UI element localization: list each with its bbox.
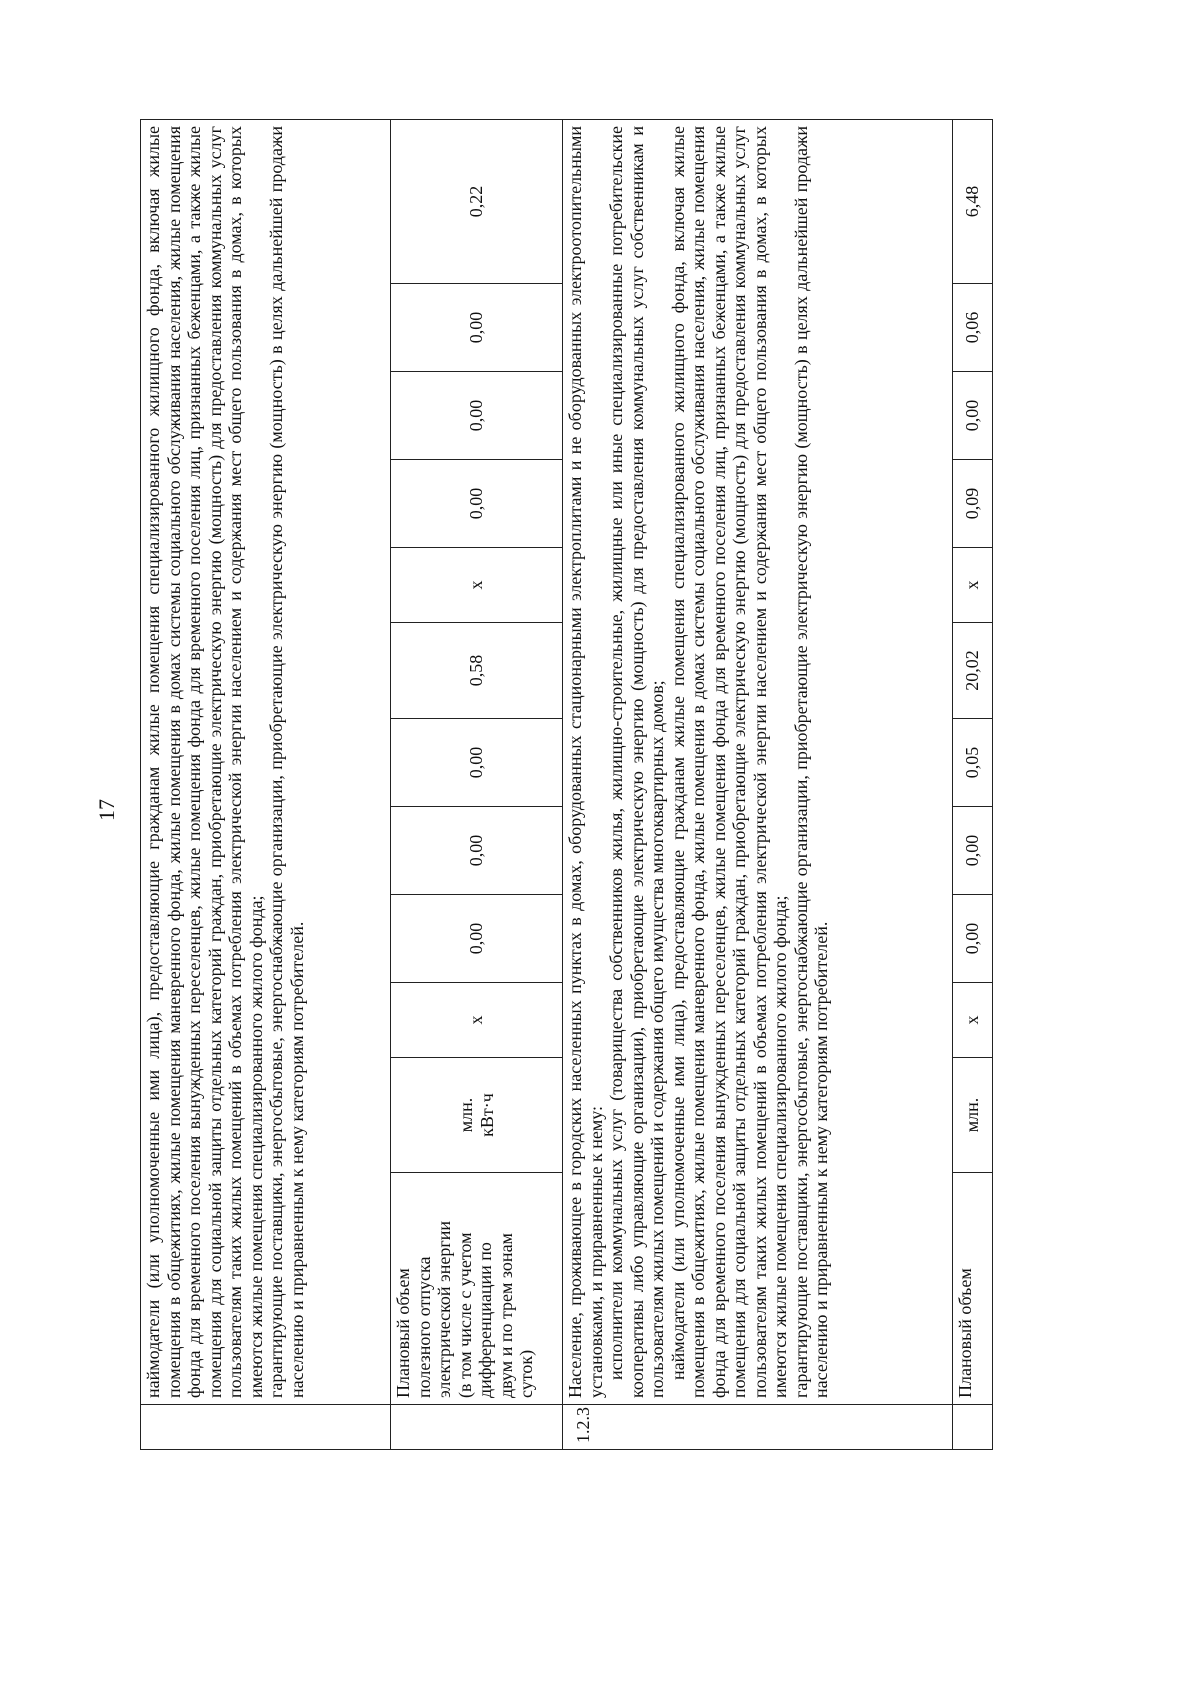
- unit-line: млн.: [962, 1097, 983, 1133]
- table-row: [953, 119, 993, 1449]
- table-row: [563, 119, 953, 1449]
- value-cell: 0,06: [953, 284, 993, 372]
- value-cell: x: [953, 548, 993, 623]
- row-label: [391, 1173, 563, 1405]
- value-cell: 0,09: [953, 460, 993, 548]
- value-cell: 0,00: [953, 372, 993, 460]
- value-cell: 0,00: [391, 460, 563, 548]
- page-number: 17: [94, 799, 119, 821]
- section-number: [391, 1405, 563, 1450]
- paragraph: наймодатели (или уполномоченные ими лица), предоставляющие гражданам жилые помещения специализированного жилищного фонда, включая жилые помещения в общежитиях, жилые помещения маневренного фонда, жилые помещения в домах системы социального обслуживания населения, жилые помещения фонда для временного поселения вынужденных переселенцев, жилые помещения фонда для временного поселения лиц, признанных беженцами, а также жилые помещения для социальной защиты отдельных категорий граждан, приобретающие электрическую энергию (мощность) для предоставления коммунальных услуг пользователям таких жилых помещений в объемах потребления электрической энергии населением и содержания мест общего пользования в домах, в которых имеются жилые помещения специализированного жилого фонда;: [143, 125, 266, 1398]
- value-cell: 0,00: [391, 895, 563, 983]
- unit-line: кВт·ч: [476, 1093, 497, 1137]
- tariff-table: [140, 119, 993, 1450]
- table-row: [141, 119, 391, 1449]
- value-cell: x: [953, 983, 993, 1058]
- unit-cell: [391, 1058, 563, 1173]
- paragraph: гарантирующие поставщики, энергосбытовые, энергоснабжающие организации, приобретающие электрическую энергию (мощность) в целях дальнейшей продажи населению и приравненным к нему категориям потребителей.: [266, 125, 307, 1398]
- row-label: [953, 1173, 993, 1405]
- value-cell: 0,00: [391, 807, 563, 895]
- paragraph: наймодатели (или уполномоченные ими лица), предоставляющие гражданам жилые помещения специализированного жилищного фонда, включая жилые помещения в общежитиях, жилые помещения маневренного фонда, жилые помещения в домах системы социального обслуживания населения, жилые помещения фонда для временного поселения вынужденных переселенцев, жилые помещения фонда для временного поселения лиц, признанных беженцами, а также жилые помещения для социальной защиты отдельных категорий граждан, приобретающие электрическую энергию (мощность) для предоставления коммунальных услуг пользователям таких жилых помещений в объемах потребления электрической энергии населением и содержания мест общего пользования в домах, в которых имеются жилые помещения специализированного жилого фонда;: [667, 125, 790, 1398]
- paragraph: гарантирующие поставщики, энергосбытовые, энергоснабжающие организации, приобретающие электрическую энергию (мощность) в целях дальнейшей продажи населению и приравненным к нему категориям потребителей.: [790, 125, 831, 1398]
- value-cell: 0,00: [391, 719, 563, 807]
- value-cell: 0,05: [953, 719, 993, 807]
- value-cell: x: [391, 983, 563, 1058]
- label-line: Плановый объем: [955, 1268, 975, 1398]
- label-line: Плановый объем: [393, 1268, 413, 1398]
- paragraph: Население, проживающее в городских населенных пунктах в домах, оборудованных стационарными электроплитами и не оборудованных электроотопительными установками, и приравненные к нему:: [565, 125, 606, 1398]
- label-line: суток): [516, 1349, 536, 1398]
- label-line: дифференциации по: [475, 1242, 495, 1398]
- section-number: [141, 1405, 391, 1450]
- unit-cell: [953, 1058, 993, 1173]
- section-number: [953, 1405, 993, 1450]
- value-cell: 0,00: [953, 895, 993, 983]
- row-description: [141, 119, 391, 1404]
- value-cell: 0,00: [953, 807, 993, 895]
- label-line: полезного отпуска: [413, 1256, 434, 1398]
- value-cell: 0,22: [391, 119, 563, 283]
- section-number: 1.2.3: [563, 1405, 953, 1450]
- label-line: двум и по трем зонам: [495, 1233, 516, 1398]
- value-cell: 6,48: [953, 119, 993, 283]
- value-cell: x: [391, 548, 563, 623]
- paragraph: исполнители коммунальных услуг (товарищества собственников жилья, жилищно-строительные, жилищные или иные специализированные потребительские кооперативы либо управляющие организации), приобретающие электрическую энергию (мощность) для предоставления коммунальных услуг собственникам и пользователям жилых помещений и содержания общего имущества многоквартирных домов;: [606, 125, 667, 1398]
- value-cell: 0,00: [391, 284, 563, 372]
- table-row: [391, 119, 563, 1449]
- unit-line: млн.: [455, 1097, 476, 1133]
- value-cell: 20,02: [953, 623, 993, 719]
- label-line: (в том числе с учетом: [454, 1232, 475, 1398]
- value-cell: 0,00: [391, 372, 563, 460]
- value-cell: 0,58: [391, 623, 563, 719]
- rotated-table-container: [140, 120, 1100, 1450]
- label-line: электрической энергии: [434, 1220, 454, 1398]
- row-description: [563, 119, 953, 1404]
